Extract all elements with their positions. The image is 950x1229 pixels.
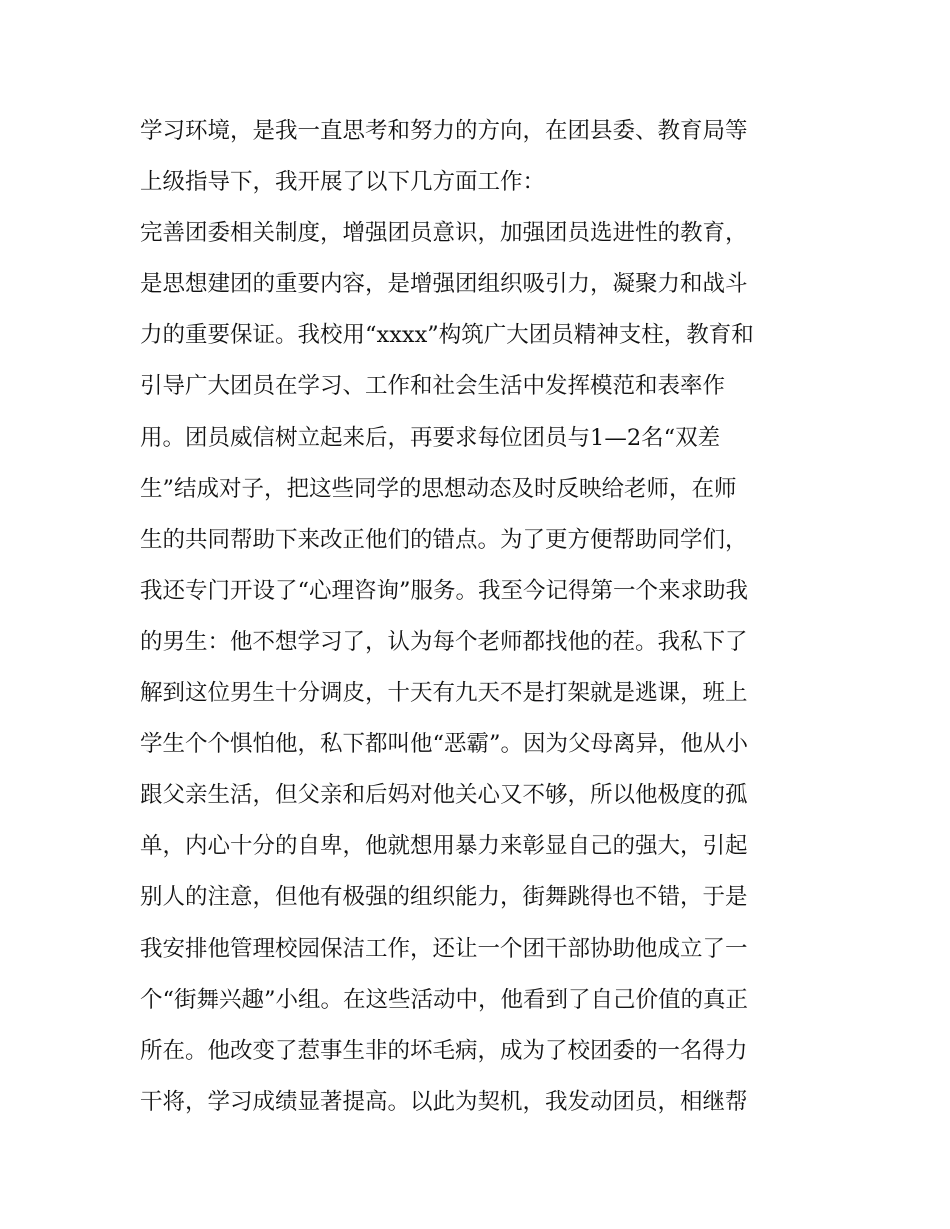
text-line: 干将，学习成绩显著提高。以此为契机，我发动团员，相继帮: [140, 1088, 748, 1115]
text-line: 引导广大团员在学习、工作和社会生活中发挥模范和表率作: [140, 373, 726, 400]
text-line: 完善团委相关制度，增强团员意识，加强团员选进性的教育，: [140, 220, 748, 247]
text-line: 别人的注意，但他有极强的组织能力，街舞跳得也不错，于是: [140, 884, 748, 911]
text-line: 生的共同帮助下来改正他们的错点。为了更方便帮助同学们，: [140, 526, 748, 553]
text-line: 生”结成对子，把这些同学的思想动态及时反映给老师，在师: [140, 475, 737, 502]
text-line: 单，内心十分的自卑，他就想用暴力来彰显自己的强大，引起: [140, 833, 748, 860]
text-line: 跟父亲生活，但父亲和后妈对他关心又不够，所以他极度的孤: [140, 782, 748, 809]
text-line: 用。团员威信树立起来后，再要求每位团员与1—2名“双差: [140, 424, 721, 451]
body-text: [140, 106, 820, 1128]
text-line: 所在。他改变了惹事生非的坏毛病，成为了校团委的一名得力: [140, 1037, 748, 1064]
text-line: 学习环境，是我一直思考和努力的方向，在团县委、教育局等: [140, 118, 748, 144]
text-line: 上级指导下，我开展了以下几方面工作：: [140, 169, 546, 196]
text-line: 个“街舞兴趣”小组。在这些活动中，他看到了自己价值的真正: [140, 986, 749, 1013]
text-line: 解到这位男生十分调皮，十天有九天不是打架就是逃课，班上: [140, 680, 748, 707]
text-line: 我还专门开设了“心理咨询”服务。我至今记得第一个来求助我: [140, 577, 749, 604]
text-line: 学生个个惧怕他，私下都叫他“恶霸”。因为父母离异，他从小: [140, 731, 749, 758]
text-line: 力的重要保证。我校用“xxxx”构筑广大团员精神支柱，教育和: [140, 322, 754, 349]
text-line: 是思想建团的重要内容，是增强团组织吸引力，凝聚力和战斗: [140, 271, 748, 298]
text-line: 我安排他管理校园保洁工作，还让一个团干部协助他成立了一: [140, 935, 748, 962]
text-line: 的男生：他不想学习了，认为每个老师都找他的茬。我私下了: [140, 628, 748, 655]
